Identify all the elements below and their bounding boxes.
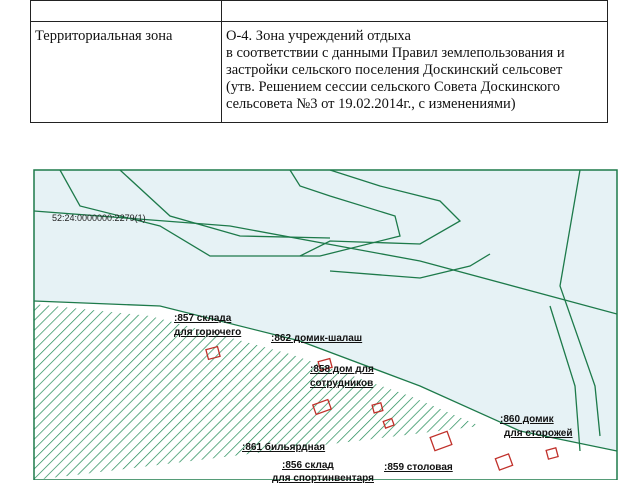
label-857-line2: для горючего xyxy=(174,327,242,338)
zone-info-table xyxy=(30,0,608,123)
zone-label-cell xyxy=(31,22,222,123)
zone-value-line-4: (утв. Решением сессии сельского Совета Доскинского xyxy=(226,79,560,95)
table-row-zone xyxy=(31,22,608,123)
row1-label-cell xyxy=(31,1,222,22)
label-858-line2: сотрудников xyxy=(310,378,374,389)
zone-label: Территориальная зона xyxy=(35,28,173,44)
label-856-line2: для спортинвентаря xyxy=(272,473,374,484)
zone-value-line-3: застройки сельского поселения Доскинский сельсовет xyxy=(226,62,563,78)
zone-value-line-2: в соответствии с данными Правил землепользования и xyxy=(226,45,565,61)
table-row-top xyxy=(31,1,608,22)
zone-value-line-5: сельсовета №3 от 19.02.2014г., с изменениями) xyxy=(226,96,516,112)
cadastral-map xyxy=(0,166,637,484)
zone-value-line-1: О-4. Зона учреждений отдыха xyxy=(226,28,411,44)
label-860-line1: :860 домик xyxy=(500,414,554,425)
label-862: :862 домик-шалаш xyxy=(271,333,363,344)
zone-value-cell xyxy=(222,22,608,123)
label-856-line1: :856 склад xyxy=(282,460,334,471)
label-860-line2: для сторожей xyxy=(504,428,573,439)
label-858-line1: :858 дом для xyxy=(310,364,374,375)
cadastral-number: 52:24:0000000:2279(1) xyxy=(52,213,146,223)
label-859: :859 столовая xyxy=(384,462,453,473)
row1-value-cell xyxy=(222,1,608,22)
label-861: :861 бильярдная xyxy=(242,442,326,453)
label-857-line1: :857 склада xyxy=(174,313,232,324)
